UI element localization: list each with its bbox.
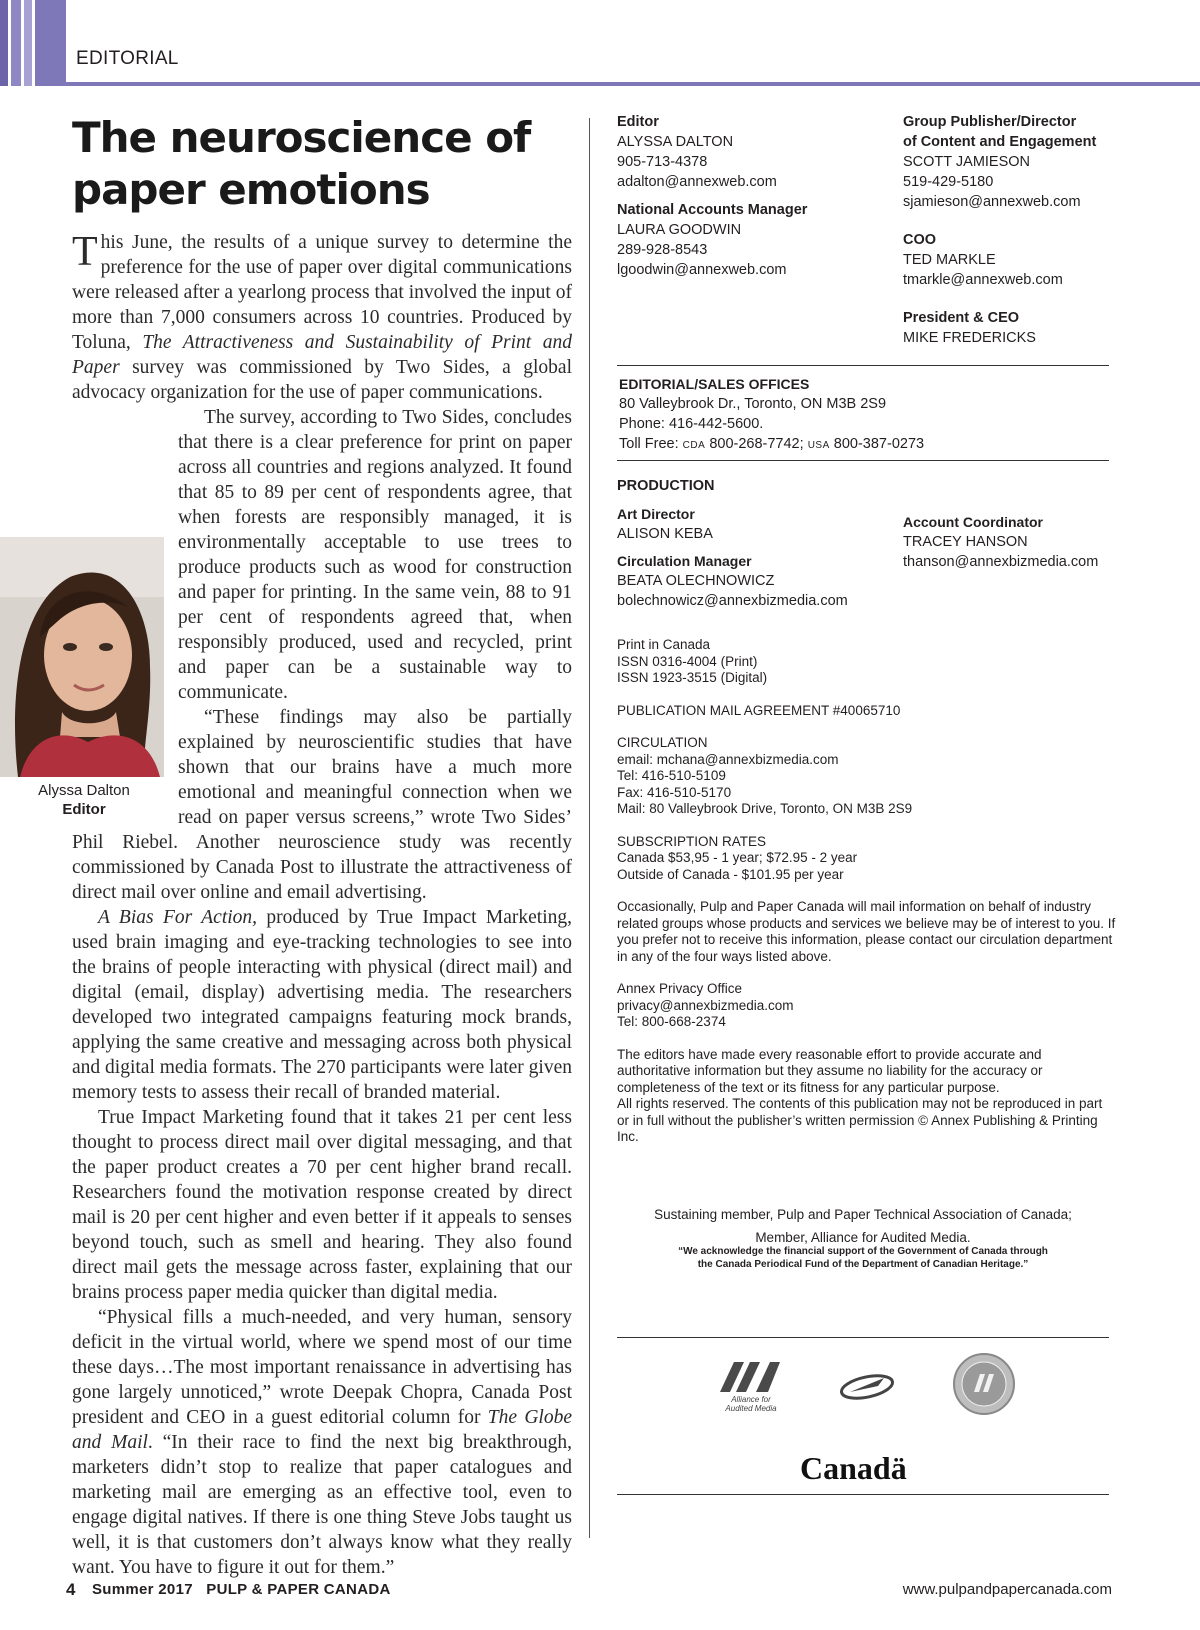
production-heading: PRODUCTION (617, 478, 715, 494)
section-label: EDITORIAL (76, 48, 179, 69)
subscription-heading: SUBSCRIPTION RATES (617, 833, 767, 849)
page-number: 4 (66, 1580, 76, 1599)
article-body-top (72, 230, 572, 405)
article-title: The neuroscience of paper emotions (72, 113, 531, 214)
acct-role: Account Coordinator (903, 514, 1043, 530)
publisher-role-2: of Content and Engagement (903, 134, 1097, 150)
portrait-caption (0, 781, 168, 819)
portrait-illustration (0, 537, 164, 777)
publisher-phone: 519-429-5180 (903, 174, 994, 190)
aam-logo-icon (716, 1358, 786, 1414)
privacy-note: Occasionally, Pulp and Paper Canada will mail information on behalf of industry related groups whose products and services we believe may be of interest to you. If you prefer not to receive this information, please contact our circulation department in any of the four ways listed above. (617, 899, 1116, 964)
dropcap: T (72, 229, 98, 275)
offices-phone: Phone: 416-442-5600. (619, 416, 764, 432)
sustaining-note: Sustaining member, Pulp and Paper Technical Association of Canada; (654, 1207, 1072, 1222)
production-left (617, 476, 897, 611)
issue-title: Summer 2017 PULP & PAPER CANADA (92, 1581, 391, 1598)
print-line-2: ISSN 0316-4004 (Print) (617, 653, 758, 669)
caption-name: Alyssa Dalton (38, 782, 130, 799)
swoosh-logo-icon (838, 1368, 896, 1404)
disclaimer-1: The editors have made every reasonable effort to provide accurate and authoritative information but they assume no liability for the accuracy or completeness of the text or its fitness for any particular purpose. (617, 1046, 1043, 1095)
acct-email: thanson@annexbizmedia.com (903, 554, 1099, 570)
mail-agreement: PUBLICATION MAIL AGREEMENT #40065710 (617, 702, 901, 718)
nam-phone: 289-928-8543 (617, 242, 708, 258)
acknowledge-line-1: “We acknowledge the financial support of the Government of Canada through (678, 1246, 1048, 1257)
offices-block (619, 374, 1119, 456)
seal-icon (952, 1352, 1016, 1416)
art-role: Art Director (617, 506, 695, 522)
offices-tollfree: Toll Free: CDA 800-268-7742; USA 800-387-0273 (619, 436, 925, 452)
circulation-heading: CIRCULATION (617, 735, 708, 750)
paragraph-2: The survey, according to Two Sides, concludes that there is a clear preference for print on paper across all countries and regions analyzed. It found that 85 to 89 per cent of respondents agree, that when forests are responsibly managed, it is environmentally acceptable to use trees to produce products such as wood for construction and paper for printing. In the same vein, 88 to 91 per cent of respondents agreed that, when responsibly produced, used and recycled, print and paper can be a sustainable way to communicate. (178, 407, 572, 703)
editor-role: Editor (617, 114, 659, 130)
divider-3 (617, 1337, 1109, 1338)
coo-name: TED MARKLE (903, 252, 996, 268)
paragraph-6: “Physical fills a much-needed, and very human, sensory deficit in the virtual world, where we spend most of our time these days…The most important renaissance in advertising has gone largely unnoticed,” wrote Deepak Chopra, Canada Post president and CEO in a guest editorial column for The Globe and Mail. “In their race to find the next big breakthrough, marketers didn’t stop to realize that paper catalogues and marketing mail are emerging as an effective tool, even to engage digital natives. If there is one thing Steve Jobs taught us well, it is that customers don’t always know what they really want. You have to figure it out for them.” (72, 1307, 572, 1578)
member-note: Member, Alliance for Audited Media. (755, 1230, 971, 1245)
canada-wordmark: Canadä (800, 1450, 907, 1486)
paragraph-3: “These findings may also be partially explained by neuroscientific studies that have shown that our brains have a much more emotional and meaningful connection when we read on paper versus screens,” wrote Two Sides’ Phil Riebel. Another neuroscience study was recently commissioned by Canada Post to illustrate the attractiveness of direct mail over online and email advertising. (72, 707, 572, 903)
publisher-role-1: Group Publisher/Director (903, 114, 1077, 130)
nam-name: LAURA GOODWIN (617, 222, 742, 238)
column-divider (589, 118, 590, 1538)
swoosh-logo (838, 1368, 896, 1404)
publisher-email: sjamieson@annexweb.com (903, 194, 1081, 210)
stripe (24, 0, 32, 86)
privacy-office-tel: Tel: 800-668-2374 (617, 1014, 726, 1029)
subscription-outside: Outside of Canada - $101.95 per year (617, 866, 844, 882)
paragraph-1: This June, the results of a unique survey to determine the preference for the use of paper over digital communications were released after a yearlong process that involved the input of more than 7,000 consumers across 10 countries. Produced by Toluna, The Attractiveness and Sustainability of Print and Paper survey was commissioned by Two Sides, a global advocacy organization for the use of paper communications. (72, 229, 573, 403)
divider-2 (617, 460, 1109, 461)
masthead-left (617, 112, 887, 280)
circ-email: bolechnowicz@annexbizmedia.com (617, 593, 848, 609)
editor-email: adalton@annexweb.com (617, 174, 777, 190)
svg-text:Audited Media: Audited Media (725, 1404, 777, 1413)
section-bar (66, 82, 1200, 86)
ceo-role: President & CEO (903, 310, 1020, 326)
certification-seal (952, 1352, 1016, 1416)
stripe (0, 0, 8, 86)
ceo-name: MIKE FREDERICKS (903, 330, 1036, 346)
svg-text:Alliance for: Alliance for (731, 1395, 771, 1404)
production-right (903, 512, 1143, 572)
publisher-name: SCOTT JAMIESON (903, 154, 1031, 170)
nam-email: lgoodwin@annexweb.com (617, 262, 787, 278)
print-line-3: ISSN 1923-3515 (Digital) (617, 670, 768, 685)
offices-heading: EDITORIAL/SALES OFFICES (619, 376, 810, 392)
acct-name: TRACEY HANSON (903, 534, 1028, 550)
nam-role: National Accounts Manager (617, 202, 808, 218)
site-url[interactable]: www.pulpandpapercanada.com (902, 1581, 1112, 1598)
privacy-office-title: Annex Privacy Office (617, 981, 743, 996)
acknowledge-line-2: the Canada Periodical Fund of the Department of Canadian Heritage.” (697, 1259, 1029, 1270)
coo-role: COO (903, 232, 937, 248)
editor-name: ALYSSA DALTON (617, 134, 734, 150)
paragraph-5: True Impact Marketing found that it takes 21 per cent less thought to process direct mail over digital messaging, and that the paper product creates a 70 per cent higher brand recall. Researchers found the motivation response created by direct mail is 20 per cent higher and even better if it appeals to senses beyond touch, such as smell and hearing. They also found direct mail gets the message across faster, explaining that our brains process paper media quicker than digital media. (72, 1107, 572, 1303)
divider-4 (617, 1494, 1109, 1495)
disclaimer-2: All rights reserved. The contents of this publication may not be reproduced in part or in full without the publisher’s written permission © Annex Publishing & Printing Inc. (617, 1096, 1103, 1144)
stripe (35, 0, 66, 86)
circulation-email: email: mchana@annexbizmedia.com (617, 751, 839, 767)
circ-name: BEATA OLECHNOWICZ (617, 573, 775, 589)
aam-logo (716, 1358, 786, 1414)
stripe (11, 0, 21, 86)
divider-1 (617, 365, 1109, 366)
subscription-canada: Canada $53,95 - 1 year; $72.95 - 2 year (617, 850, 858, 865)
editor-phone: 905-713-4378 (617, 154, 708, 170)
print-line-1: Print in Canada (617, 637, 711, 652)
paragraph-4: A Bias For Action, produced by True Impact Marketing, used brain imaging and eye-tracking technologies to see into the brains of people interacting with physical (direct mail) and digital (email, display) advertising media. The researchers developed two integrated campaigns featuring mock brands, applying the same creative and messaging across both physical and digital media formats. The 270 participants were later given memory tests to assess their recall of branded material. (72, 907, 572, 1103)
circulation-mail: Mail: 80 Valleybrook Drive, Toronto, ON M3B 2S9 (617, 801, 913, 816)
offices-address: 80 Valleybrook Dr., Toronto, ON M3B 2S9 (619, 396, 887, 412)
privacy-office-email: privacy@annexbizmedia.com (617, 997, 794, 1013)
circulation-fax: Fax: 416-510-5170 (617, 784, 732, 800)
circ-role: Circulation Manager (617, 553, 752, 569)
art-name: ALISON KEBA (617, 526, 713, 542)
membership-block (617, 1206, 1109, 1271)
coo-email: tmarkle@annexweb.com (903, 272, 1063, 288)
circulation-tel: Tel: 416-510-5109 (617, 768, 726, 783)
print-block (617, 637, 1117, 1146)
editor-portrait (0, 537, 164, 777)
caption-role: Editor (62, 801, 106, 818)
masthead-right (903, 112, 1143, 348)
header-stripes (0, 0, 66, 86)
